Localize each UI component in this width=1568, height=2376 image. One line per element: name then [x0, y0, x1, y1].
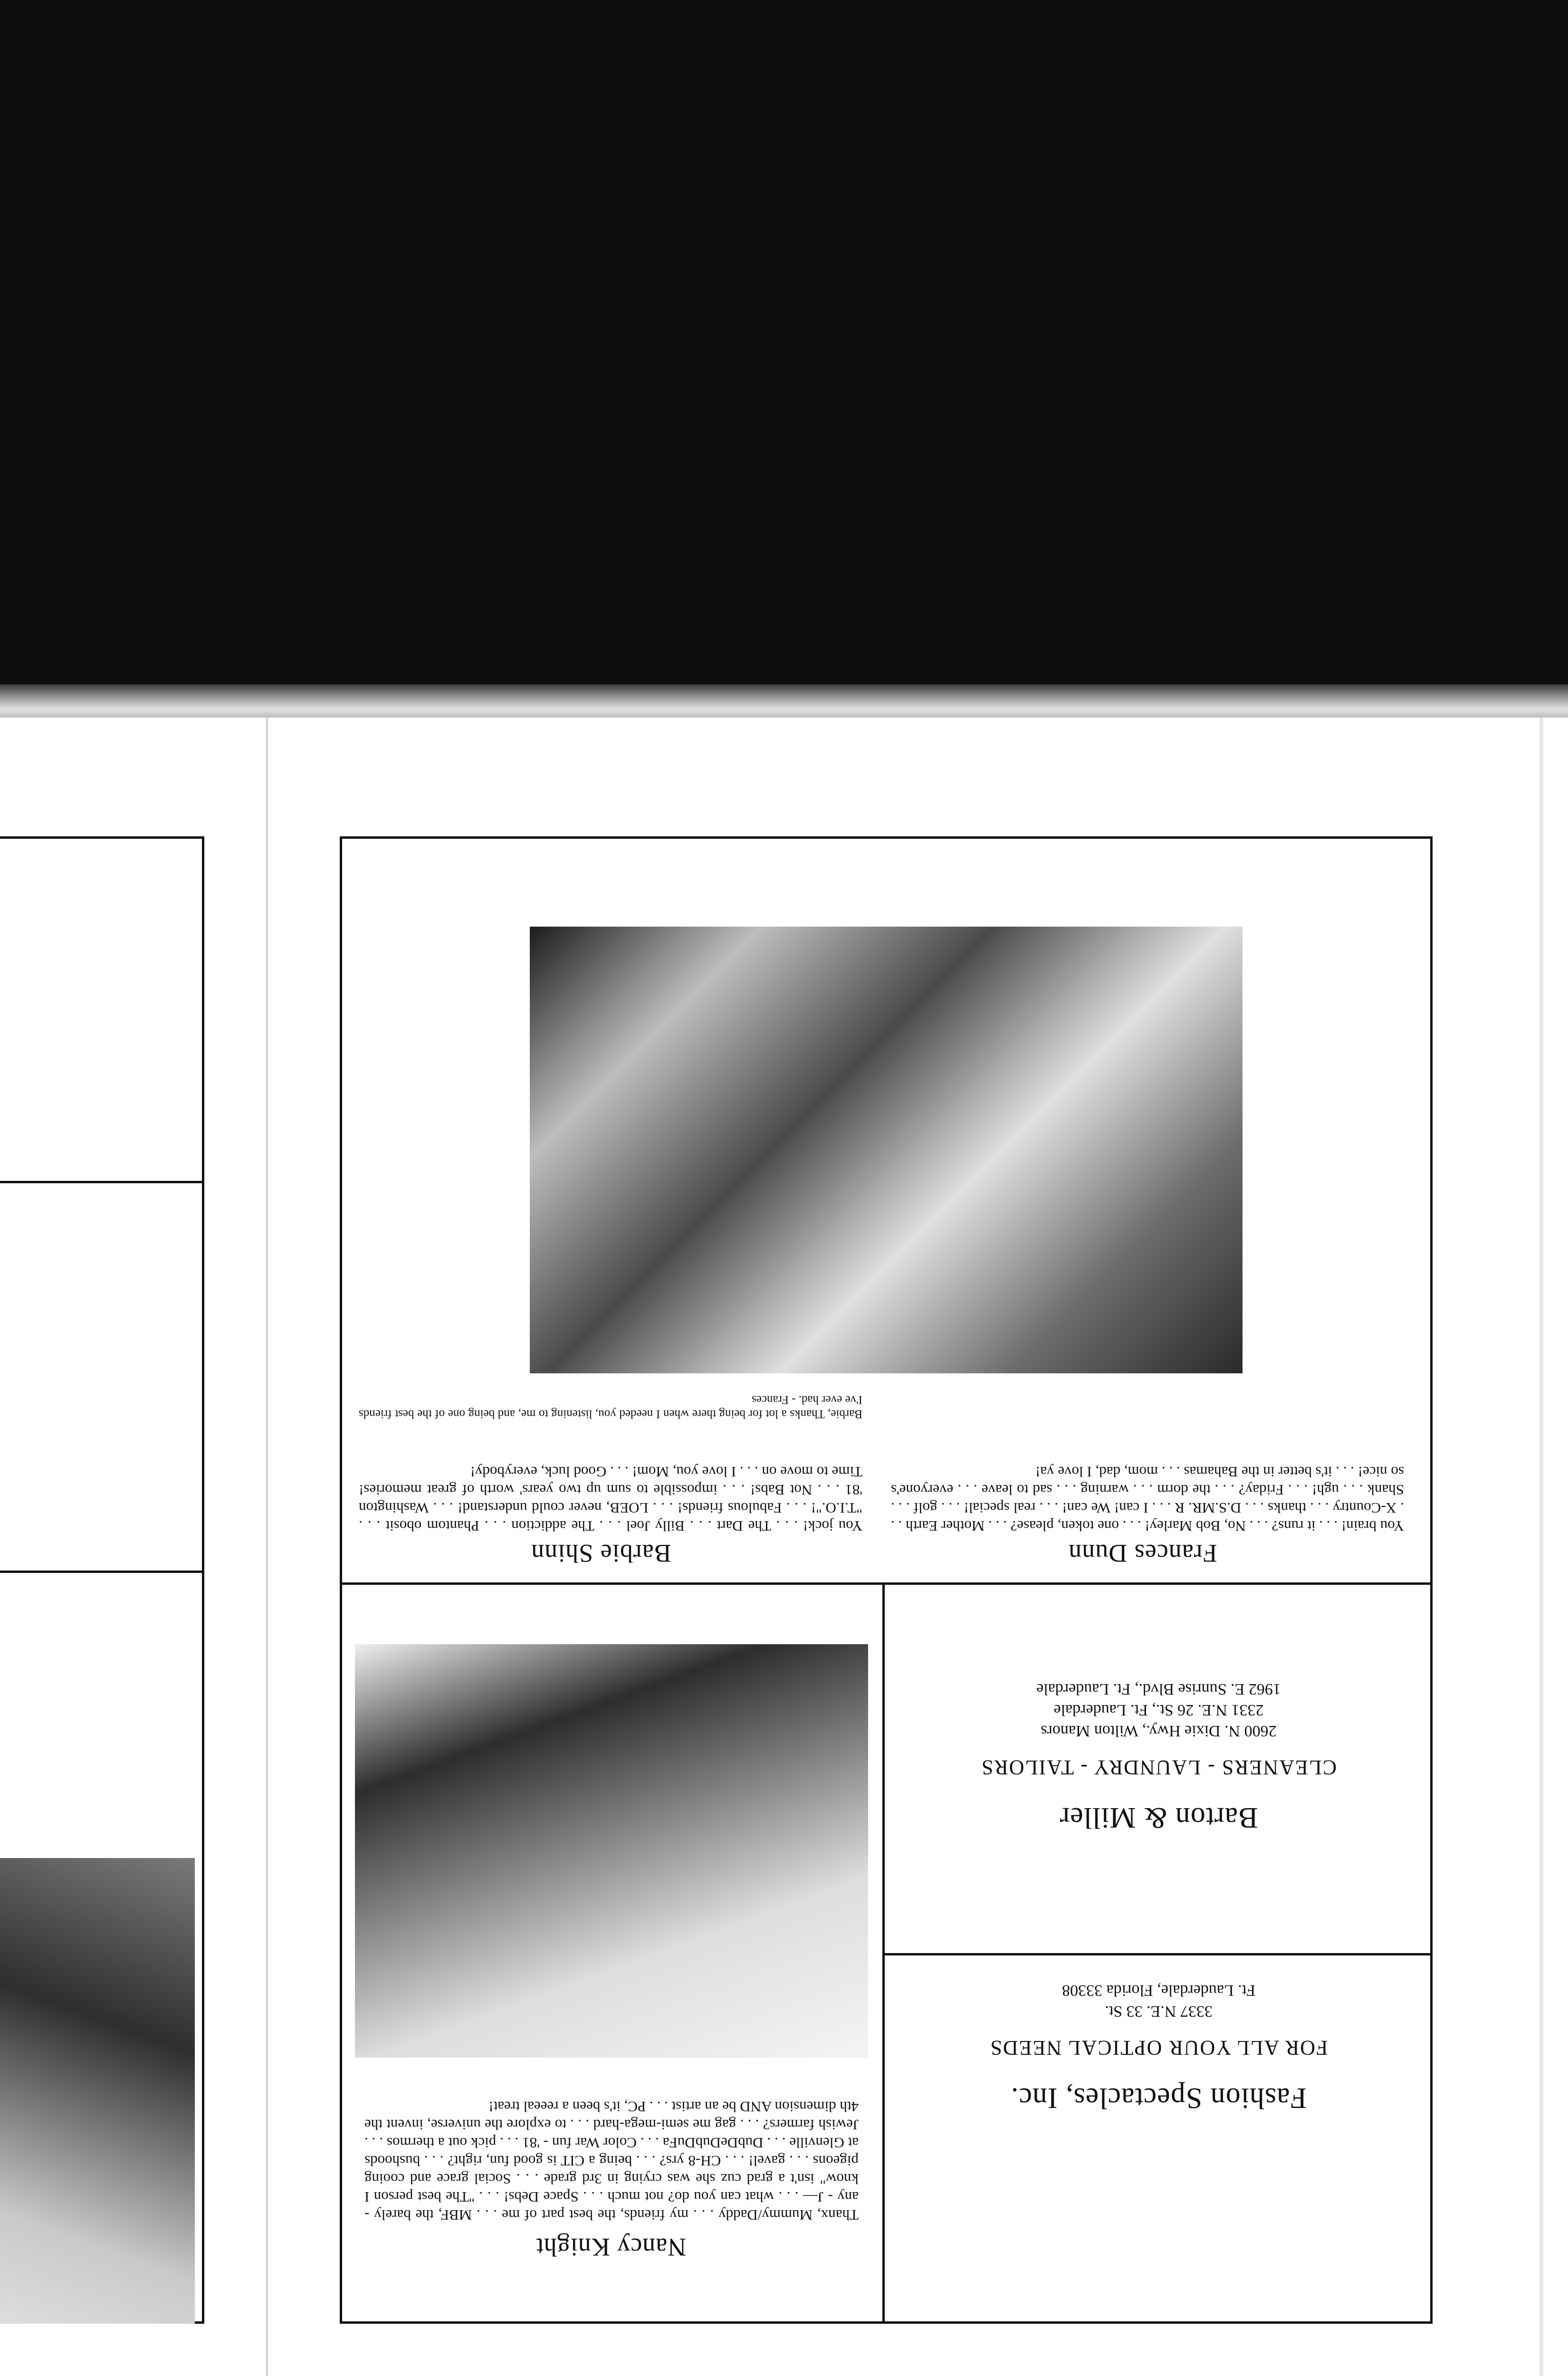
ad-business-name: Fashion Spectacles, Inc. — [1010, 2082, 1307, 2114]
ad-address: 2331 N.E. 26 St., Ft. Lauderdale — [1053, 1701, 1264, 1719]
senior-name: Nancy Knight — [535, 2233, 687, 2261]
book-spine-edge — [0, 684, 1568, 718]
page-edge — [1539, 718, 1543, 2376]
senior-photo — [530, 927, 1243, 1373]
senior-note: Barbie, Thanks a lot for being there when I needed you, listening to me, and being one of the best friends I've ever had. - Frances — [359, 1393, 862, 1420]
ad-tagline: CLEANERS - LAUNDRY - TAILORS — [980, 1756, 1337, 1779]
neighbor-divider — [0, 1571, 204, 1573]
senior-bio: You jock! . . . The Dart . . . Billy Joel . . . The addiction . . . Phantom obosit . . . "T.I.O."! . . . Fabulous friends! . . . LOEB, never could understand! . . . Washington '81 . . . Not Babs! . . . impossible to sum up two years' worth of great memories! Time to move on . . . I love you, Mom! . . . Good luck, everybody! — [359, 1464, 862, 1534]
ad-page — [340, 836, 1433, 2324]
senior-barbie-frances — [340, 836, 1433, 1582]
fashion-spectacles-ad — [882, 1953, 1433, 2324]
page-fold-line — [266, 718, 268, 2376]
ad-address: Ft. Lauderdale, Florida 33308 — [1062, 1982, 1255, 1999]
senior-name: Barbie Shinn — [531, 1539, 671, 1568]
senior-bio: You brain! . . . it runs? . . . No, Bob Marley! . . . one token, please? . . . Mother Earth . . . X-Country . . . thanks . . . D.S.MR. R . . . I can! We can! . . . real special! . . . golf . . . Shank . . . ugh! . . . Friday? . . . the dorm . . . warning . . . sad to leave . . . everyone's so nice! . . . it's better in the Bahamas . . . mom, dad, I love ya! — [891, 1464, 1404, 1534]
ad-address: 1962 E. Sunrise Blvd., Ft. Lauderdale — [1036, 1680, 1281, 1698]
neighbor-divider — [0, 1181, 204, 1183]
ad-address: 3337 N.E. 33 St. — [1105, 2002, 1213, 2020]
senior-bio: Thanx, Mummy/Daddy . . . my friends, the best part of me . . . MBF, the barely - any - J— . . . what can you do? not much . . . Space Debs! . . . "The best person I know" isn't a grad cuz she was crying in 3rd grade . . . Social grace and cooing pigeons . . . gavel! . . . CH-8 yrs? . . . being a CIT is good fun, right? . . . bushoods at Glenville . . . DubDeDubDuFa . . . Color War fun - '81 . . . pick out a thermos . . . Jewish farmers? . . . gag me semi-mega-hard . . . to explore the universe, invent the 4th dimension AND be an artist . . . PC, it's been a reeeal treat! — [364, 2098, 859, 2223]
neighbor-page — [0, 836, 204, 2324]
barton-miller-ad — [882, 1582, 1433, 1953]
neighbor-photo — [0, 1858, 195, 2324]
ad-tagline: FOR ALL YOUR OPTICAL NEEDS — [989, 2036, 1328, 2060]
senior-photo — [355, 1644, 868, 2058]
senior-nancy-knight — [340, 1582, 882, 2324]
ad-business-name: Barton & Miller — [1059, 1801, 1258, 1834]
ad-address: 2600 N. Dixie Hwy., Wilton Manors — [1041, 1722, 1277, 1740]
scan-background — [0, 0, 1568, 708]
senior-name: Frances Dunn — [1068, 1539, 1217, 1568]
